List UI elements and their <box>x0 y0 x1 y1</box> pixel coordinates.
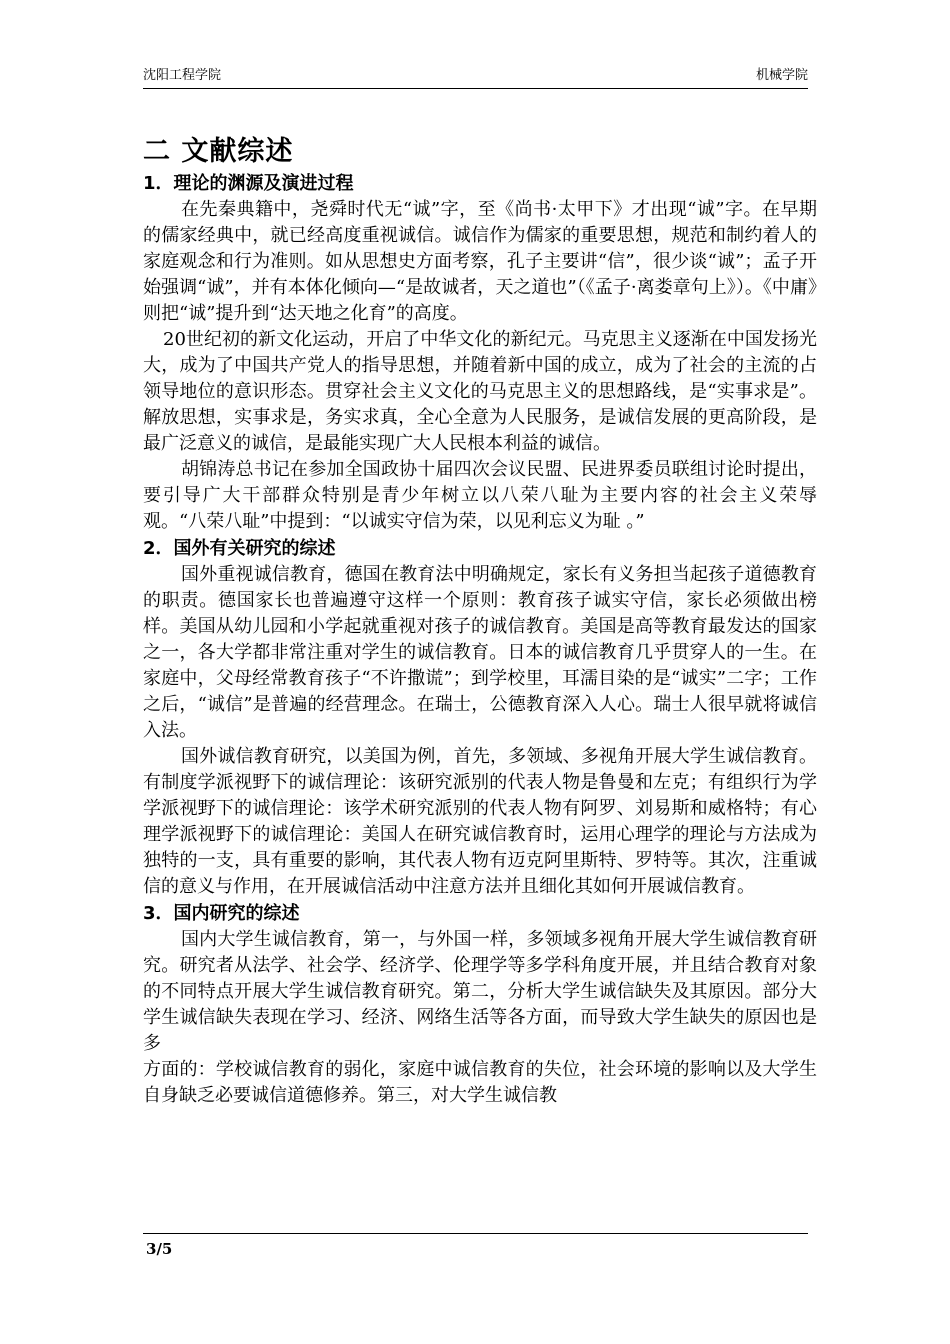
page-header <box>143 66 808 89</box>
header-institution: 沈阳工程学院 <box>143 68 222 83</box>
paragraph: 国外重视诚信教育，德国在教育法中明确规定，家长有义务担当起孩子道德教育的职责。德国家长也普遍遵守这样一个原则：教育孩子诚实守信，家长必须做出榜样。美国从幼儿园和小学起就重视对孩子的诚信教育。美国是高等教育最发达的国家之一，各大学都非常注重对学生的诚信教育。日本的诚信教育几乎贯穿人的一生。在家庭中，父母经常教育孩子“不许撒谎”；到学校里，耳濡目染的是“诚实”二字；工作之后，“诚信”是普遍的经营理念。在瑞士，公德教育深入人心。瑞士人很早就将诚信入法。 <box>143 564 817 741</box>
section-title-foreign-research: 2．国外有关研究的综述 <box>143 538 336 559</box>
paragraph: 20世纪初的新文化运动，开启了中华文化的新纪元。马克思主义逐渐在中国发扬光大，成为了中国共产党人的指导思想，并随着新中国的成立，成为了社会的主流的占领导地位的意识形态。贯穿社会主义文化的马克思主义的思想路线，是“实事求是”。解放思想，实事求是，务实求真，全心全意为人民服务，是诚信发展的更高阶段，是最广泛意义的诚信，是最能实现广大人民根本利益的诚信。 <box>143 329 817 454</box>
page-separator: / <box>156 1240 162 1258</box>
page-current: 3 <box>146 1240 157 1258</box>
page-total: 5 <box>161 1240 173 1258</box>
paragraph: 国内大学生诚信教育，第一，与外国一样，多领域多视角开展大学生诚信教育研究。研究者从法学、社会学、经济学、伦理学等多学科角度开展，并且结合教育对象的不同特点开展大学生诚信教育研究。第二，分析大学生诚信缺失及其原因。部分大学生诚信缺失表现在学习、经济、网络生活等各方面，而导致大学生缺失的原因也是多 <box>143 929 817 1054</box>
page-number <box>146 1240 172 1258</box>
chapter-title: 二 文献综述 <box>143 136 294 167</box>
paragraph: 国外诚信教育研究，以美国为例，首先，多领域、多视角开展大学生诚信教育。有制度学派视野下的诚信理论：该研究派别的代表人物是鲁曼和左克；有组织行为学学派视野下的诚信理论：该学术研究派别的代表人物有阿罗、刘易斯和威格特；有心理学派视野下的诚信理论：美国人在研究诚信教育时，运用心理学的理论与方法成为独特的一支，具有重要的影响，其代表人物有迈克阿里斯特、罗特等。其次，注重诚信的意义与作用，在开展诚信活动中注意方法并且细化其如何开展诚信教育。 <box>143 746 817 897</box>
section-title-origins: 1．理论的渊源及演进过程 <box>143 173 354 194</box>
paragraph: 方面的：学校诚信教育的弱化，家庭中诚信教育的失位，社会环境的影响以及大学生自身缺乏必要诚信道德修养。第三，对大学生诚信教 <box>143 1059 817 1106</box>
header-department: 机械学院 <box>755 68 808 83</box>
document-body <box>143 134 817 1109</box>
paragraph: 在先秦典籍中，尧舜时代无“诚”字，至《尚书·太甲下》才出现“诚”字。在早期的儒家经典中，就已经高度重视诚信。诚信作为儒家的重要思想，规范和制约着人的家庭观念和行为准则。如从思想史方面考察，孔子主要讲“信”，很少谈“诚”；孟子开始强调“诚”，并有本体化倾向—“是故诚者，天之道也”（《孟子·离娄章句上》）。《中庸》则把“诚”提升到“达天地之化育”的高度。 <box>143 199 817 324</box>
paragraph: 胡锦涛总书记在参加全国政协十届四次会议民盟、民进界委员联组讨论时提出，要引导广大干部群众特别是青少年树立以八荣八耻为主要内容的社会主义荣辱观。“八荣八耻”中提到：“以诚实守信为荣，以见利忘义为耻 。” <box>143 459 817 532</box>
section-title-domestic-research: 3．国内研究的综述 <box>143 903 300 924</box>
page-footer <box>143 1233 808 1258</box>
